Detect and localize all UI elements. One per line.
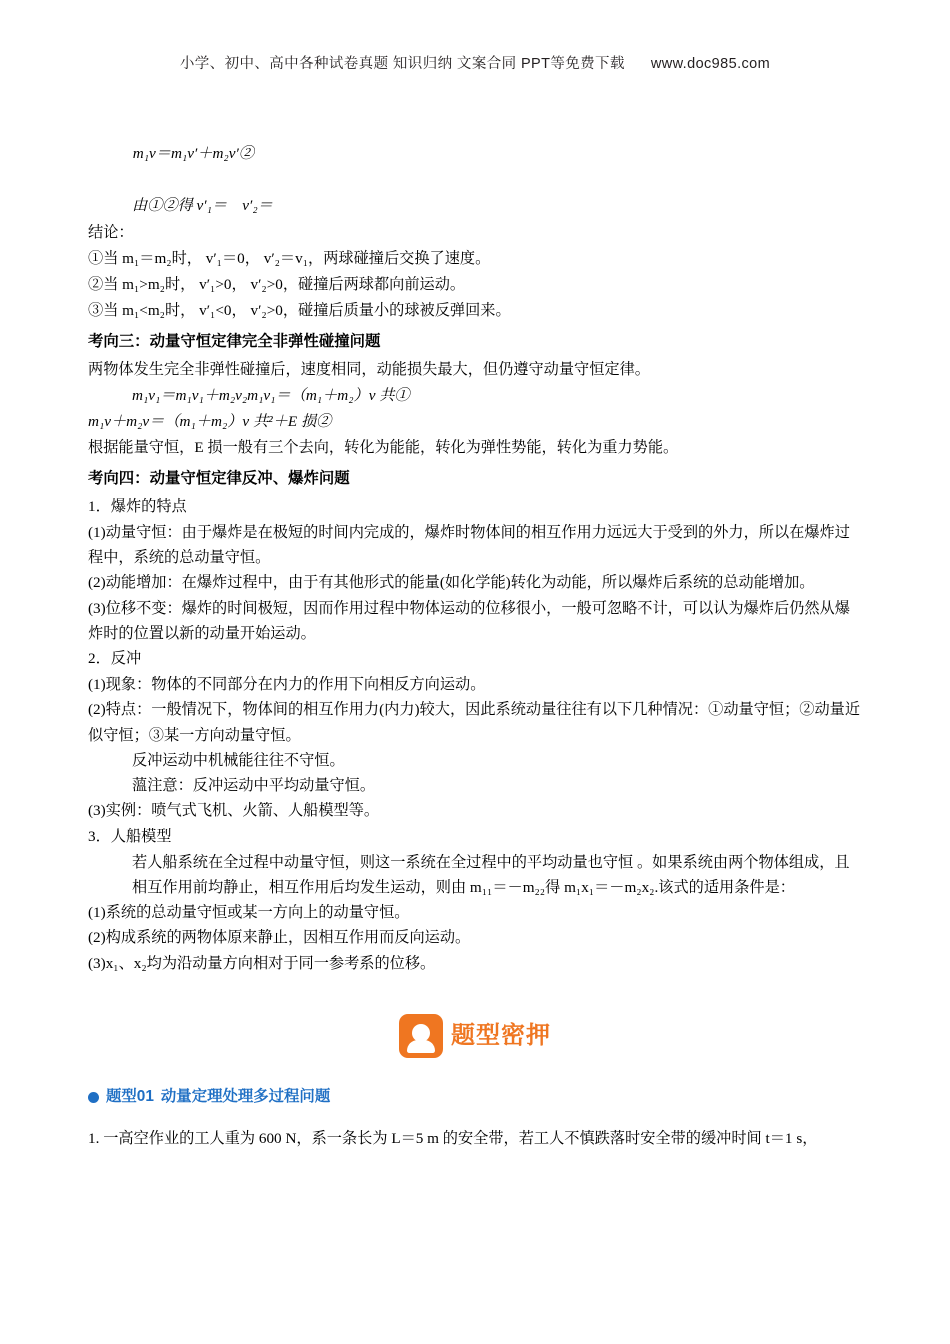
- question-type-number: 题型01: [106, 1087, 154, 1105]
- badge-group: [399, 1014, 551, 1058]
- formula-kaoxiang-3-1: m₁v₁＝m₁v₁＋m₂v₂m₁v₁＝（m₁＋m₂）v 共①: [132, 386, 410, 404]
- question-text-1: 1. 一高空作业的工人重为 600 N，系一条长为 L＝5 m 的安全带，若工人不慎跌落时安全带的缓冲时间 t＝1 s，: [88, 1130, 818, 1148]
- formula-text-1: m₁v＝m₁v′＋m₂v′②: [132, 145, 254, 163]
- item-3-point-3: (2)构成系统的两物体原来静止，因相互作用而反向运动。: [88, 929, 471, 947]
- item-2-point-5: (3)实例：喷气式飞机、火箭、人船模型等。: [88, 802, 380, 820]
- item-3-point-2: (1)系统的总动量守恒或某一方向上的动量守恒。: [88, 904, 410, 922]
- para-kaoxiang-3-1: 两物体发生完全非弹性碰撞后，速度相同，动能损失最大，但仍遵守动量守恒定律。: [88, 360, 650, 378]
- item-1-point-3: (3)位移不变：爆炸的时间极短，因而作用过程中物体运动的位移很小，一般可忽略不计，可以认为爆炸后仍然从爆炸时的位置以新的动量开始运动。: [88, 599, 850, 642]
- bullet-dot-icon: [88, 1092, 99, 1103]
- header-url: www.doc985.com: [650, 56, 771, 72]
- document-content: [88, 73, 862, 1152]
- formula-kaoxiang-3-2: m₁v＋m₂v＝（m₁＋m₂）v 共²＋E 损②: [88, 412, 332, 430]
- page-header: [88, 0, 862, 73]
- question-type-heading: [88, 1084, 862, 1110]
- formula-line-2: [88, 193, 862, 219]
- item-3-point-1: 若人船系统在全过程中动量守恒，则这一系统在全过程中的平均动量也守恒 。如果系统由两个物体组成，且相互作用前均静止，相互作用后均发生运动，则由 m₁₁＝－m₂₂得 m₁x₁＝－m₂x₂.该式的适用条件是：: [132, 853, 850, 896]
- person-badge-icon: [399, 1014, 443, 1058]
- conclusion-item-2: ②当 m₁>m₂时， v′₁>0， v′₂>0，碰撞后两球都向前运动。: [88, 275, 466, 293]
- item-3-title: 3．人船模型: [88, 827, 172, 845]
- header-text: 小学、初中、高中各种试卷真题 知识归纳 文案合同 PPT等免费下载: [179, 56, 625, 72]
- formula-text-2: 由①②得 v′₁＝ v′₂＝: [132, 197, 273, 215]
- item-2-title: 2．反冲: [88, 649, 142, 667]
- conclusion-label: 结论：: [88, 223, 134, 241]
- heading-kaoxiang-3: 考向三：动量守恒定律完全非弹性碰撞问题: [88, 333, 381, 351]
- heading-kaoxiang-4: 考向四：动量守恒定律反冲、爆炸问题: [88, 470, 350, 488]
- conclusion-item-3: ③当 m₁<m₂时， v′₁<0， v′₂>0，碰撞后质量小的球被反弹回来。: [88, 301, 511, 319]
- item-2-point-1: (1)现象：物体的不同部分在内力的作用下向相反方向运动。: [88, 676, 486, 694]
- item-1-point-1: (1)动量守恒：由于爆炸是在极短的时间内完成的，爆炸时物体间的相互作用力远远大于受到的外力，所以在爆炸过程中，系统的总动量守恒。: [88, 523, 850, 567]
- item-1-point-2: (2)动能增加：在爆炸过程中，由于有其他形式的能量(如化学能)转化为动能，所以爆炸后系统的总动能增加。: [88, 574, 815, 592]
- section-badge: [88, 1014, 862, 1058]
- item-3-point-4: (3)x₁、x₂均为沿动量方向相对于同一参考系的位移。: [88, 954, 436, 972]
- item-2-point-3: 反冲运动中机械能往往不守恒。: [132, 751, 345, 769]
- conclusion-item-1: ①当 m₁＝m₂时， v′₁＝0， v′₂＝v₁，两球碰撞后交换了速度。: [88, 249, 491, 267]
- para-kaoxiang-3-2: 根据能量守恒，E 损一般有三个去向，转化为能能，转化为弹性势能，转化为重力势能。: [88, 439, 679, 457]
- badge-label: 题型密押: [451, 1022, 551, 1050]
- badge-body-shape: [407, 1040, 435, 1053]
- item-2-point-4: 薀注意：反冲运动中平均动量守恒。: [132, 777, 375, 795]
- item-2-point-2: (2)特点：一般情况下，物体间的相互作用力(内力)较大，因此系统动量往往有以下几种情况：①动量守恒；②动量近似守恒；③某一方向动量守恒。: [88, 701, 861, 744]
- formula-line-1: [88, 115, 862, 193]
- question-type-title: 动量定理处理多过程问题: [160, 1087, 331, 1105]
- item-1-title: 1．爆炸的特点: [88, 497, 187, 515]
